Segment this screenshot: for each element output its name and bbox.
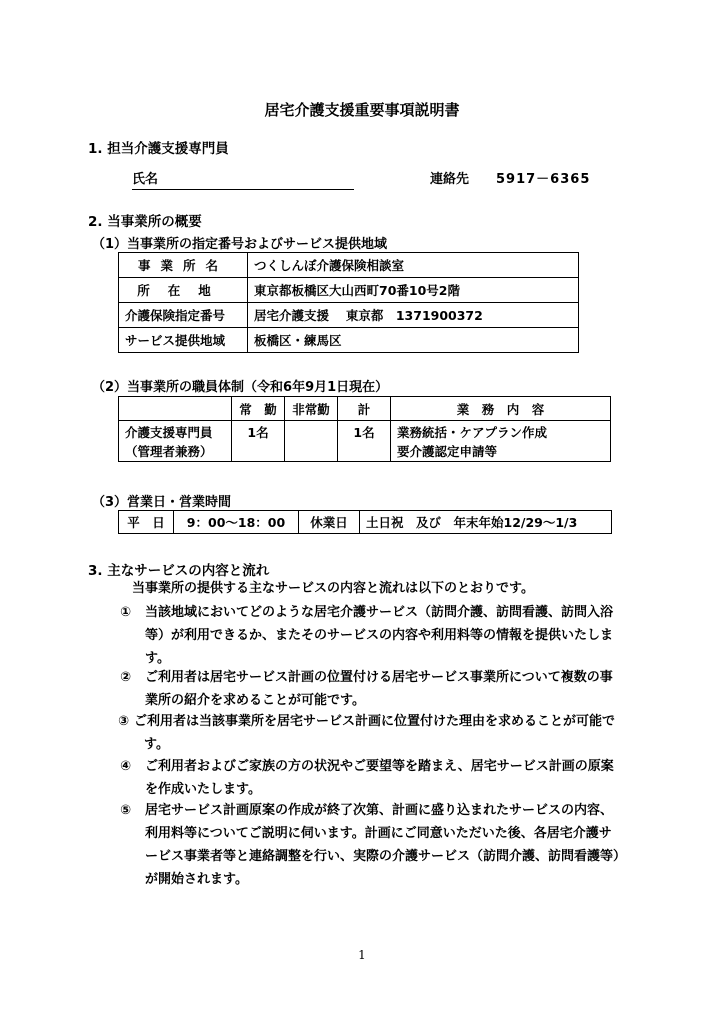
staff-table — [118, 396, 611, 462]
duty-line-2: 要介護認定申請等 — [397, 444, 498, 459]
item-line: 利用料等についてご説明に伺います。計画にご同意いただいた後、各居宅介護サ — [145, 826, 612, 841]
item-line: 等）が利用できるか、またそのサービスの内容や利用料等の情報を提供いたしま — [145, 628, 614, 643]
total-header: 計 — [338, 397, 391, 421]
list-item — [118, 710, 668, 756]
item-line: ご利用者は居宅サービス計画の位置付ける居宅サービス事業所について複数の事 — [145, 670, 613, 685]
staff-name-field — [132, 168, 354, 190]
parttime-count — [285, 421, 338, 462]
fulltime-header: 常 勤 — [232, 397, 285, 421]
service-area-label: サービス提供地域 — [119, 328, 248, 353]
item-number: ④ — [120, 759, 132, 774]
business-hours-table — [118, 510, 612, 534]
contact-value: 5917－6365 — [496, 172, 591, 187]
section-3-heading: 3. 主なサービスの内容と流れ — [88, 563, 270, 579]
section-3-intro: 当事業所の提供する主なサービスの内容と流れは以下のとおりです。 — [132, 581, 534, 596]
section-1-heading: 1. 担当介護支援専門員 — [88, 141, 229, 157]
total-count: 1名 — [338, 421, 391, 462]
holiday-label: 休業日 — [299, 511, 360, 534]
item-line: 当該地域においてどのような居宅介護サービス（訪問介護、訪問看護、訪問入浴 — [145, 605, 614, 620]
table-row — [119, 397, 611, 421]
business-hours-value: 9：00～18：00 — [174, 511, 299, 534]
service-area-value: 板橋区・練馬区 — [248, 328, 579, 353]
list-item — [118, 601, 668, 670]
item-line: ービス事業者等と連絡調整を行い、実際の介護サービス（訪問介護、訪問看護等） — [145, 849, 627, 864]
office-name-value: つくしんぼ介護保険相談室 — [248, 253, 579, 278]
table-row — [119, 328, 579, 353]
duties-cell — [391, 421, 611, 462]
item-number: ③ — [118, 714, 130, 729]
item-line: を作成いたします。 — [145, 782, 261, 797]
item-number: ② — [120, 670, 132, 685]
address-value: 東京都板橋区大山西町70番10号2階 — [248, 278, 579, 303]
contact-label: 連絡先 — [430, 172, 470, 187]
item-line: ご利用者およびご家族の方の状況やご要望等を踏まえ、居宅サービス計画の原案 — [145, 759, 614, 774]
address-label: 所在地 — [119, 278, 248, 303]
item-line: す。 — [145, 651, 170, 666]
item-number: ⑤ — [120, 803, 132, 818]
item-line: ご利用者は当該事業所を居宅サービス計画に位置付けた理由を求めることが可能で — [134, 714, 616, 729]
license-number-value: 居宅介護支援 東京都 1371900372 — [248, 303, 579, 328]
document-title: 居宅介護支援重要事項説明書 — [264, 101, 460, 119]
list-item — [118, 755, 668, 801]
office-info-table — [118, 252, 579, 353]
page-number: 1 — [358, 948, 366, 962]
table-row — [119, 303, 579, 328]
subsection-2-heading: （2）当事業所の職員体制（令和6年9月1日現在） — [92, 380, 389, 395]
duties-header: 業 務 内 容 — [391, 397, 611, 421]
item-line: 居宅サービス計画原案の作成が終了次第、計画に盛り込まれたサービスの内容、 — [145, 803, 614, 818]
name-label: 氏名 — [132, 172, 159, 187]
staff-role-cell — [119, 421, 232, 462]
subsection-3-heading: （3）営業日・営業時間 — [92, 495, 232, 510]
weekday-label: 平 日 — [119, 511, 174, 534]
list-item — [118, 666, 668, 712]
table-row — [119, 511, 612, 534]
license-number-label: 介護保険指定番号 — [119, 303, 248, 328]
duty-line-1: 業務統括・ケアプラン作成 — [397, 425, 548, 440]
staff-header-empty — [119, 397, 232, 421]
office-name-label: 事業所名 — [119, 253, 248, 278]
table-row — [119, 421, 611, 462]
item-line: 業所の紹介を求めることが可能です。 — [145, 693, 365, 708]
section-2-heading: 2. 当事業所の概要 — [88, 214, 202, 230]
fulltime-count: 1名 — [232, 421, 285, 462]
table-row — [119, 253, 579, 278]
item-line: が開始されます。 — [145, 872, 248, 887]
holidays-value: 土日祝 及び 年末年始12/29～1/3 — [360, 511, 612, 534]
role-line-1: 介護支援専門員 — [125, 425, 213, 440]
parttime-header: 非常勤 — [285, 397, 338, 421]
item-line: す。 — [144, 737, 169, 752]
list-item — [118, 799, 668, 891]
table-row — [119, 278, 579, 303]
subsection-1-heading: （1）当事業所の指定番号およびサービス提供地域 — [92, 237, 388, 252]
role-line-2: （管理者兼務） — [125, 444, 213, 459]
item-number: ① — [120, 605, 132, 620]
